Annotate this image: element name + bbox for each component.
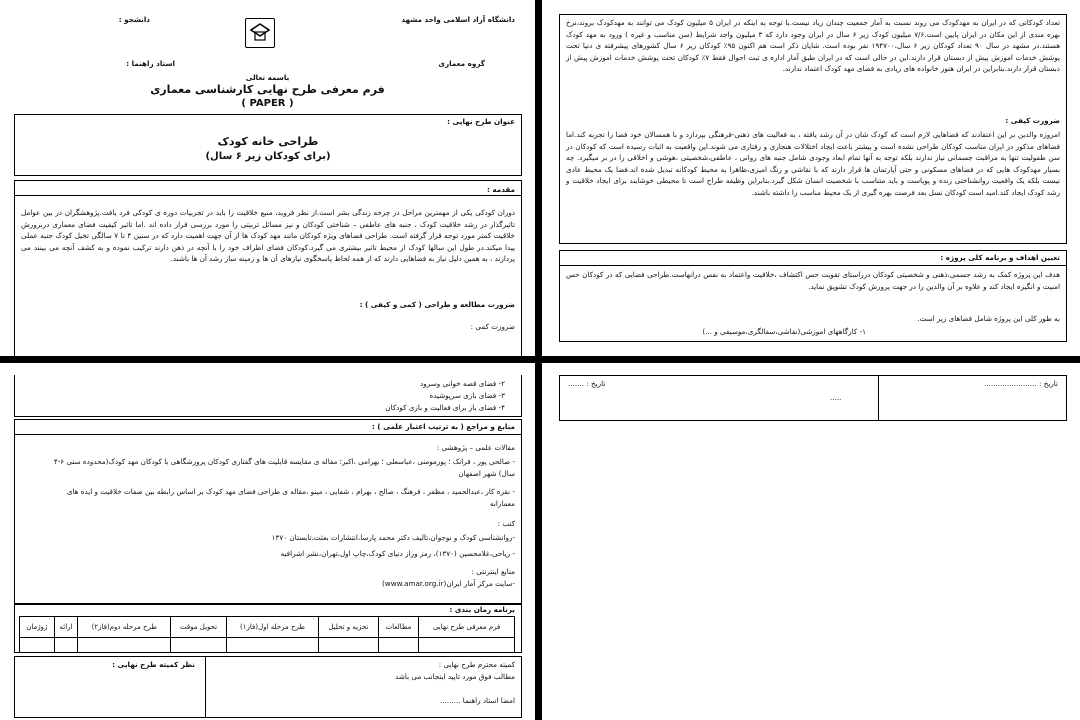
references-box (14, 419, 522, 605)
form-title: فرم معرفی طرح نهایی کارشناسی معماری (150, 83, 385, 96)
committee-box (14, 656, 522, 718)
intro-box (14, 180, 522, 356)
ref-1: - صالحی پور ، فرانک ؛ پورمومنی ،عباسعلی ؛ بهرامی ،اکبر؛ مقاله ی مقایسه قابلیت های گفتاری کودکان پرورشگاهی با کودکان مهد کودک(محدوده سنی ۶-۴ سال) شهر اصفهان (53, 457, 515, 478)
schedule-table (19, 616, 515, 653)
book-2: - ریاحی،غلامحسین (۱۳۷۰)، رمز وراز دنیای کودک،چاپ اول،تهران،نشر اشرافیه (280, 549, 515, 558)
page-bottom-left (0, 363, 535, 720)
university-name: دانشگاه آزاد اسلامی واحد مشهد (401, 15, 515, 24)
intro-label: مقدمه : (487, 185, 515, 194)
program-item-1: ۱- کارگاههای اموزشی(نقاشی،سفالگری،موسیقی و ...) (702, 327, 866, 336)
topic-subtitle: (برای کودکان زیر ۶ سال) (205, 151, 331, 162)
topic-title: طراحی خانه کودک (217, 135, 319, 148)
program-intro: به طور کلی این پروژه شامل فضاهای زیر است. (917, 314, 1060, 323)
program-box (14, 375, 522, 417)
ref-2: - نقره کار ،عبدالحمید ، مظفر ، فرهنگ ، صالح ، بهرام ، شفایی ، مینو ،مقاله ی طراحی فضای مهد کودک بر اساس رابطه بین صفات خلاقیت و ایده های معمارانه (66, 487, 515, 508)
group-label: گروه معماری (438, 59, 485, 68)
page-top-right (542, 0, 1080, 356)
committee-label: کمیته محترم طرح نهایی : (438, 660, 515, 669)
web-label: منابع اینترنتی : (471, 567, 515, 576)
date-field-2: تاریخ : ....... (568, 379, 606, 388)
program-item-3: ۳- فضای بازی سرپوشیده (429, 391, 505, 400)
book-1: -روانشناسی کودک و نوجوان،تالیف دکتر محمد پارسا،انتشارات بعثت،تابستان ۱۳۷۰ (271, 533, 515, 542)
university-logo (245, 18, 275, 48)
committee-view-label: نظر کمیته طرح نهایی : (112, 660, 195, 669)
web-1: -سایت مرکز آمار ایران(www.amar.org.ir) (382, 579, 515, 588)
date-dots: ..... (830, 393, 842, 402)
schedule-label: برنامه زمان بندی : (449, 605, 515, 614)
books-label: کتب : (497, 519, 515, 528)
advisor-signature: امضا استاد راهنما ......... (439, 696, 515, 705)
schedule-col-5: تحویل موقت (171, 617, 227, 638)
qual-label: ضرورت کیفی : (1005, 116, 1060, 125)
date-box (559, 375, 1067, 421)
schedule-col-4: طرح مرحله اول(فاز۱) (226, 617, 318, 638)
page-top-left (0, 0, 535, 356)
date-field-1: تاریخ : ....................... (984, 379, 1058, 388)
title-bismillah: باسمه تعالی (245, 73, 290, 82)
schedule-col-1: فرم معرفی طرح نهایی (419, 617, 515, 638)
schedule-col-2: مطالعات (378, 617, 419, 638)
schedule-col-8: ژوژمان (20, 617, 55, 638)
goals-label: تعیین اهداف و برنامه کلی پروژه : (940, 253, 1060, 262)
advisor-label: استاد راهنما : (126, 59, 175, 68)
goals-text: هدف این پروژه کمک به رشد جسمی،ذهنی و شخصیتی کودکان درراستای تقویت حس اکتشاف ،خلاقیت واعتماد به نفس درانهاست.طراحی فضایی که در کودکان حس امنیت و انگیزه ایجاد کند و علاوه بر آن والدین را در جهت پرورش کودک تشویق نماید. (566, 270, 1060, 291)
goals-box (559, 250, 1067, 342)
quant-text: تعداد کودکانی که در ایران به مهدکودک می روند نسبت به آمار جمعیت چندان زیاد نیست.با توجه به اینکه در ایران ۵ میلیون کودک می توانند به مهدکودک بروند،نرخ بهره مندی از این مکان در ایران پایین است.۷/۶ میلیون کودک زیر ۶ سال در ایران وجود دارد که ۳ میلیون واجد شرایط (سن مناسب و غیره ) ورود به مهد کودک هستند.در مشهد در سال ۹۰ تعداد کودکان زیر ۶ سال،۱۹۴۷۰۰ نفر بوده است. شایان ذکر است هم اکنون ۹۵٪ کودکان زیر ۶ سال کشورهای پیشرفته ی دنیا تحت پوشش خدمات اموزش پیش از دبستان قرار دارند.این در حالی است که در ایران طبق آمار اداره ی تبت احوال فقط ۷٪ کودکان تحت پوشش خدمات اموزش پیش از دبستان قرار دارند.بنابراین در ایران هنوز خانواده های زیادی به فضای مهد کودک اعتماد ندارند. (566, 18, 1060, 74)
quant-label: ضرورت کمی : (470, 322, 515, 331)
refs-label: منابع و مراجع ( به ترتیب اعتبار علمی ) : (371, 422, 515, 431)
page-bottom-right (542, 363, 1080, 720)
refs-articles-label: مقالات علمی – پژوهشی : (436, 443, 515, 452)
qual-text: امروزه والدین بر این اعتقادند که فضاهایی لازم است که کودک شان در آن رشد یافته ، به فعالیت های ذهنی-فرهنگی بپردازد و با همسالان خود فضا را تجربه کند.اما فضاهای مذکور در ایران مناسب کودکان طراحی نشده است و بیشتر باعث ایجاد اختلالات هنجاری و رفتاری می شوند.این واقعیت به اثبات رسیده است که کودکان در سن طفولیت تنها به مراقبت جسمانی نیاز ندارند بلکه توجه به آنها تمام ابعاد وجودی شامل جنبه های روانی ، عاطفی،شخصیتی ،هوشی و اخلاقی را در بر میگیرد. چه بسیار مهدکودک هایی که در فضاهای مسکونی و حتی آپارتمان ها قرار دارند که با نقاشی و رنگ امیزی،ظاهرا به محیط کودکانه تبدیل شده اند.فضا یک محیط عادی نیست بلکه یک واقعیت روانشناختی زنده و پویاست و باید متناسب با شخصیت انسان شکل گیرد.بنابراین وظیفه طراح است تا محیطی خوشایند برای ایجاد خلاقیت و رشد کودک ایجاد کند.امید است کودکان نسل بعد فرصت بهره گیری از یک محیط مناسب را داشته باشند. (566, 130, 1060, 197)
schedule-col-6: طرح مرحله دوم(فاز۲) (78, 617, 171, 638)
committee-text: مطالب فوق مورد تایید اینجانب می باشد (395, 672, 515, 681)
necessity-box (559, 14, 1067, 244)
topic-label: عنوان طرح نهایی : (447, 117, 515, 126)
program-item-2: ۲- فضای قصه خوانی وسرود (420, 379, 505, 388)
schedule-box (14, 603, 522, 653)
schedule-col-7: ارائه (54, 617, 78, 638)
intro-text: دوران کودکی یکی از مهمترین مراحل در چرخه زندگی بشر است.از نظر فروید، منبع خلاقیت را باید در تجربیات دوره ی کودکی فرد یافت.پژوهشگران در بین عوامل تاثیرگذار در رشد خلاقیت کودک ، جنبه های عاطفی – شناختی کودکان و نیز مسائل تربیتی را مورد بررسی قرار داده اند .اما تاثیر کیفیت فضای معماری دربرورش خلاقیت کمتر مورد توجه قرار گرفته است. طراحی فضاهای ویژه کودکان مانند مهد کودک ها از آن جهت اهمیت دارد که در سنین ۴ تا ۷ سالگی تخیل کودک جنبه عملی پیدا میکند.در طول این سالها کودک از محیط تاثیر بیشتری می گیرد.کودکان فضای اطراف خود را با آنچه در ذهن دارند ترکیب نموده و به کشف آنچه می بینند می پردازند ، به همین دلیل نیاز به فضاهایی دارند که از همه لحاظ پاسخگوی نیازهای آن ها و زمینه ساز رشد آن ها باشند. (21, 208, 516, 264)
paper-label: ( PAPER ) (241, 98, 294, 109)
horizontal-divider (0, 356, 1080, 363)
student-label: دانشجو : (118, 15, 150, 24)
program-item-4: ۴- فضای باز برای فعالیت و بازی کودکان (385, 403, 505, 412)
schedule-col-3: تجزیه و تحلیل (319, 617, 378, 638)
topic-box (14, 114, 522, 176)
necessity-label: ضرورت مطالعه و طراحی ( کمی و کیفی ) : (359, 300, 515, 309)
